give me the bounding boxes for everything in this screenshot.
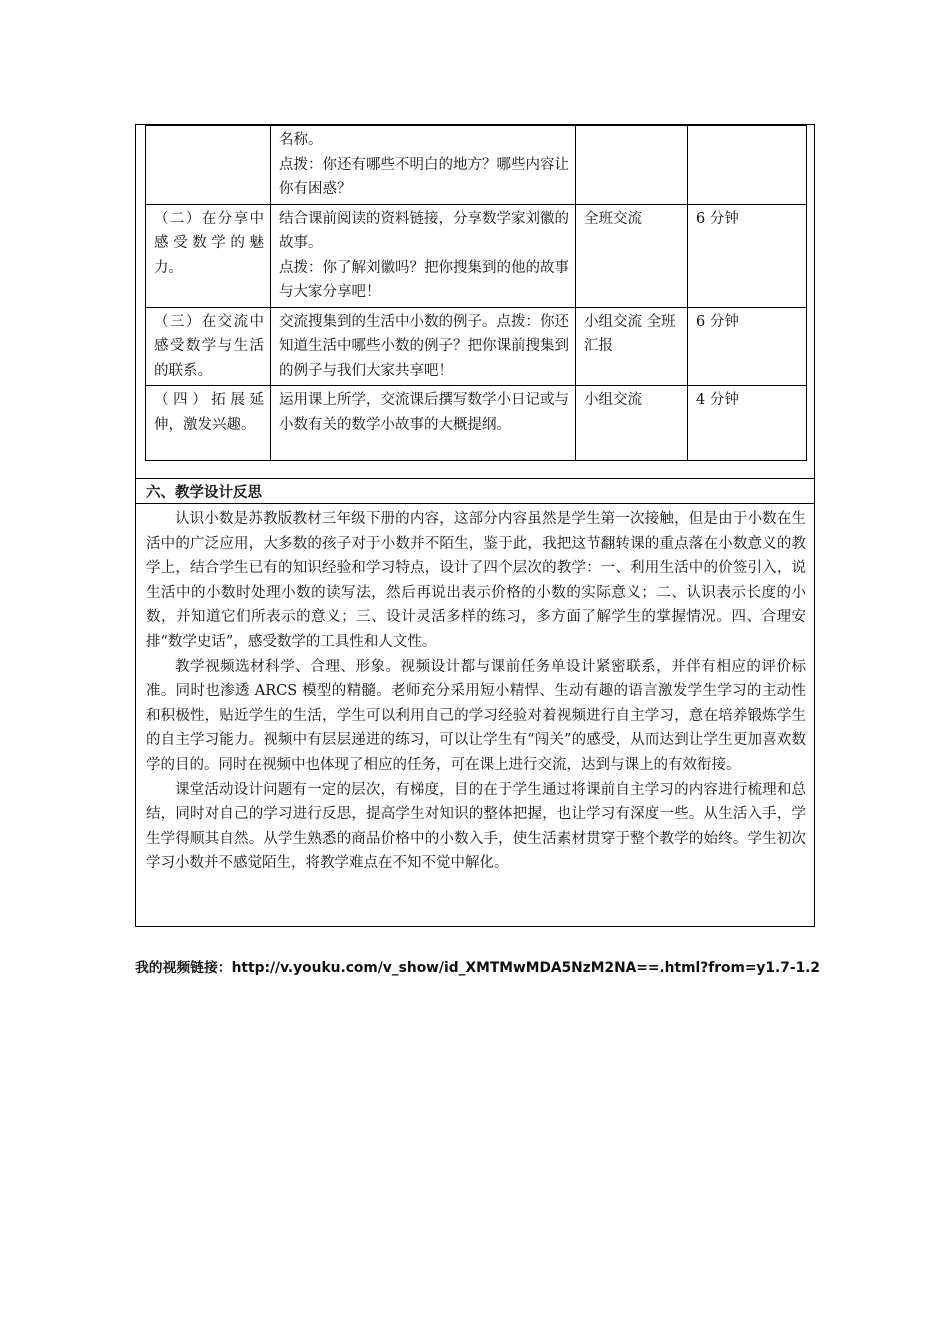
content-line: 点拨：你了解刘徽吗？把你搜集到的他的故事与大家分享吧！ [279,259,569,300]
section-divider [136,503,814,504]
reflection-body [146,507,806,876]
stage-cell: （二）在分享中感受数学的魅力。 [146,204,271,307]
content-cell [271,386,576,461]
content-cell [271,126,576,205]
stage-cell: （四）拓展延伸，激发兴趣。 [146,386,271,461]
video-link-label: 我的视频链接： [135,960,232,976]
document-table-frame [135,124,815,927]
method-cell: 小组交流 [576,386,688,461]
method-cell: 小组交流 全班汇报 [576,307,688,386]
time-cell: 4 分钟 [688,386,807,461]
table-row [146,386,807,461]
stage-cell [146,126,271,205]
reflection-paragraph: 认识小数是苏教版教材三年级下册的内容，这部分内容虽然是学生第一次接触，但是由于小数在生活中的广泛应用，大多数的孩子对于小数并不陌生，鉴于此，我把这节翻转课的重点落在小数意义的教学上，结合学生已有的知识经验和学习特点，设计了四个层次的教学：一、利用生活中的价签引入，说生活中的小数时处理小数的读写法，然后再说出表示价格的小数的实际意义；二、认识表示长度的小数，并知道它们所表示的意义；三、设计灵活多样的练习，多方面了解学生的掌握情况。四、合理安排“数学史话”，感受数学的工具性和人文性。 [146,511,806,650]
stage-cell: （三）在交流中感受数学与生活的联系。 [146,307,271,386]
content-cell [271,307,576,386]
time-cell [688,126,807,205]
section-divider [136,478,814,479]
content-line: 运用课上所学，交流课后撰写数学小日记或与小数有关的数学小故事的大概提纲。 [279,392,569,433]
table-row [146,204,807,307]
content-line: 结合课前阅读的资料链接，分享数学家刘徽的故事。 [279,210,569,251]
video-link-line [135,956,820,976]
content-line: 交流搜集到的生活中小数的例子。点拨：你还知道生活中哪些小数的例子？把你课前搜集到的例子与我们大家共享吧！ [279,313,569,379]
method-cell [576,126,688,205]
time-cell: 6 分钟 [688,204,807,307]
video-link-url[interactable]: http://v.youku.com/v_show/id_XMTMwMDA5NzM2NA==.html?from=y1.7-1.2 [231,960,821,976]
content-cell [271,204,576,307]
table-row [146,126,807,205]
reflection-paragraph: 教学视频选材科学、合理、形象。视频设计都与课前任务单设计紧密联系，并伴有相应的评价标准。同时也渗透 ARCS 模型的精髓。老师充分采用短小精悍、生动有趣的语言激发学生学习的主动性和积极性，贴近学生的生活，学生可以利用自己的学习经验对着视频进行自主学习，意在培养锻炼学生的自主学习能力。视频中有层层递进的练习，可以让学生有“闯关”的感受，从而达到让学生更加喜欢数学的目的。同时在视频中也体现了相应的任务，可在课上进行交流，达到与课上的有效衔接。 [146,658,806,773]
activity-table [145,125,807,461]
method-cell: 全班交流 [576,204,688,307]
content-line: 名称。 [279,132,323,148]
content-line: 点拨：你还有哪些不明白的地方？哪些内容让你有困惑？ [279,156,569,197]
time-cell: 6 分钟 [688,307,807,386]
table-row [146,307,807,386]
reflection-paragraph: 课堂活动设计问题有一定的层次，有梯度，目的在于学生通过将课前自主学习的内容进行梳理和总结，同时对自己的学习进行反思，提高学生对知识的整体把握，也让学习有深度一些。从生活入手，学生学得顺其自然。从学生熟悉的商品价格中的小数入手，使生活素材贯穿于整个教学的始终。学生初次学习小数并不感觉陌生，将教学难点在不知不觉中解化。 [146,781,806,872]
section-title: 六、教学设计反思 [146,485,262,501]
